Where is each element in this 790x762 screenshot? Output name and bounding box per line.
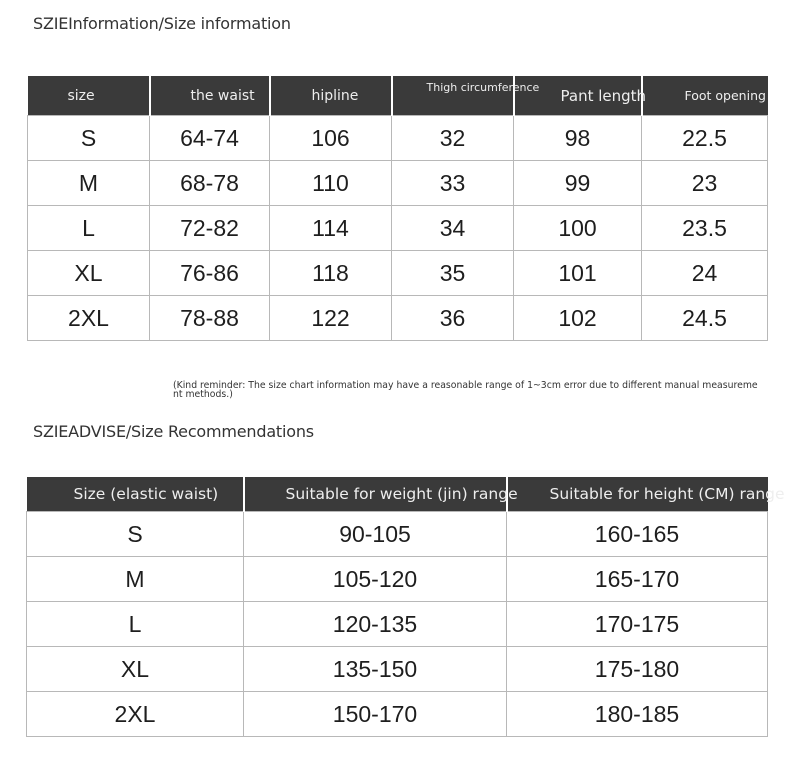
cell-size: XL (27, 647, 244, 692)
reminder-line-1: (Kind reminder: The size chart information may have a reasonable range of 1~3cm error due to different manual measureme (173, 380, 758, 391)
cell-foot-opening: 24 (642, 251, 768, 296)
cell-pant-length: 98 (514, 116, 642, 161)
cell-pant-length: 101 (514, 251, 642, 296)
cell-height-range: 175-180 (507, 647, 768, 692)
table-row (27, 512, 768, 557)
header-height-range: Suitable for height (CM) range (507, 477, 768, 512)
reminder-line-2: nt methods.) (173, 389, 233, 400)
cell-weight-range: 150-170 (244, 692, 507, 737)
header-foot-opening: Foot opening (642, 76, 768, 116)
cell-waist: 78-88 (150, 296, 270, 341)
cell-size: 2XL (28, 296, 150, 341)
table-row (28, 161, 768, 206)
table-row (27, 557, 768, 602)
header-thigh-circumference: Thigh circumference (392, 76, 514, 116)
cell-size: S (28, 116, 150, 161)
cell-height-range: 170-175 (507, 602, 768, 647)
cell-thigh: 34 (392, 206, 514, 251)
cell-pant-length: 102 (514, 296, 642, 341)
cell-hipline: 106 (270, 116, 392, 161)
table-row (27, 647, 768, 692)
cell-foot-opening: 22.5 (642, 116, 768, 161)
cell-weight-range: 105-120 (244, 557, 507, 602)
cell-foot-opening: 23.5 (642, 206, 768, 251)
cell-thigh: 35 (392, 251, 514, 296)
cell-thigh: 36 (392, 296, 514, 341)
cell-thigh: 32 (392, 116, 514, 161)
cell-height-range: 160-165 (507, 512, 768, 557)
cell-waist: 72-82 (150, 206, 270, 251)
cell-pant-length: 100 (514, 206, 642, 251)
cell-size: L (28, 206, 150, 251)
table-header-row (27, 477, 768, 512)
table-row (28, 116, 768, 161)
size-information-table (27, 76, 768, 341)
size-recommendations-title: SZIEADVISE/Size Recommendations (33, 422, 314, 441)
header-size-elastic-waist: Size (elastic waist) (27, 477, 244, 512)
cell-size: M (27, 557, 244, 602)
cell-thigh: 33 (392, 161, 514, 206)
cell-waist: 76-86 (150, 251, 270, 296)
cell-hipline: 118 (270, 251, 392, 296)
header-hipline: hipline (270, 76, 392, 116)
cell-waist: 64-74 (150, 116, 270, 161)
size-recommendations-table (26, 477, 785, 737)
table-row (27, 602, 768, 647)
table-header-row (28, 76, 768, 116)
table-row (28, 296, 768, 341)
cell-height-range: 165-170 (507, 557, 768, 602)
table-row (27, 692, 768, 737)
cell-size: 2XL (27, 692, 244, 737)
header-size: size (28, 76, 150, 116)
cell-weight-range: 90-105 (244, 512, 507, 557)
cell-pant-length: 99 (514, 161, 642, 206)
cell-hipline: 110 (270, 161, 392, 206)
header-waist: the waist (150, 76, 270, 116)
cell-waist: 68-78 (150, 161, 270, 206)
cell-size: M (28, 161, 150, 206)
header-weight-range: Suitable for weight (jin) range (244, 477, 507, 512)
cell-size: XL (28, 251, 150, 296)
cell-foot-opening: 24.5 (642, 296, 768, 341)
cell-hipline: 122 (270, 296, 392, 341)
header-pant-length: Pant length (514, 76, 642, 116)
kind-reminder-note (173, 381, 785, 399)
cell-height-range: 180-185 (507, 692, 768, 737)
cell-weight-range: 135-150 (244, 647, 507, 692)
table-row (28, 251, 768, 296)
cell-foot-opening: 23 (642, 161, 768, 206)
cell-hipline: 114 (270, 206, 392, 251)
cell-size: S (27, 512, 244, 557)
size-information-title: SZIEInformation/Size information (33, 14, 291, 33)
table-row (28, 206, 768, 251)
cell-size: L (27, 602, 244, 647)
cell-weight-range: 120-135 (244, 602, 507, 647)
